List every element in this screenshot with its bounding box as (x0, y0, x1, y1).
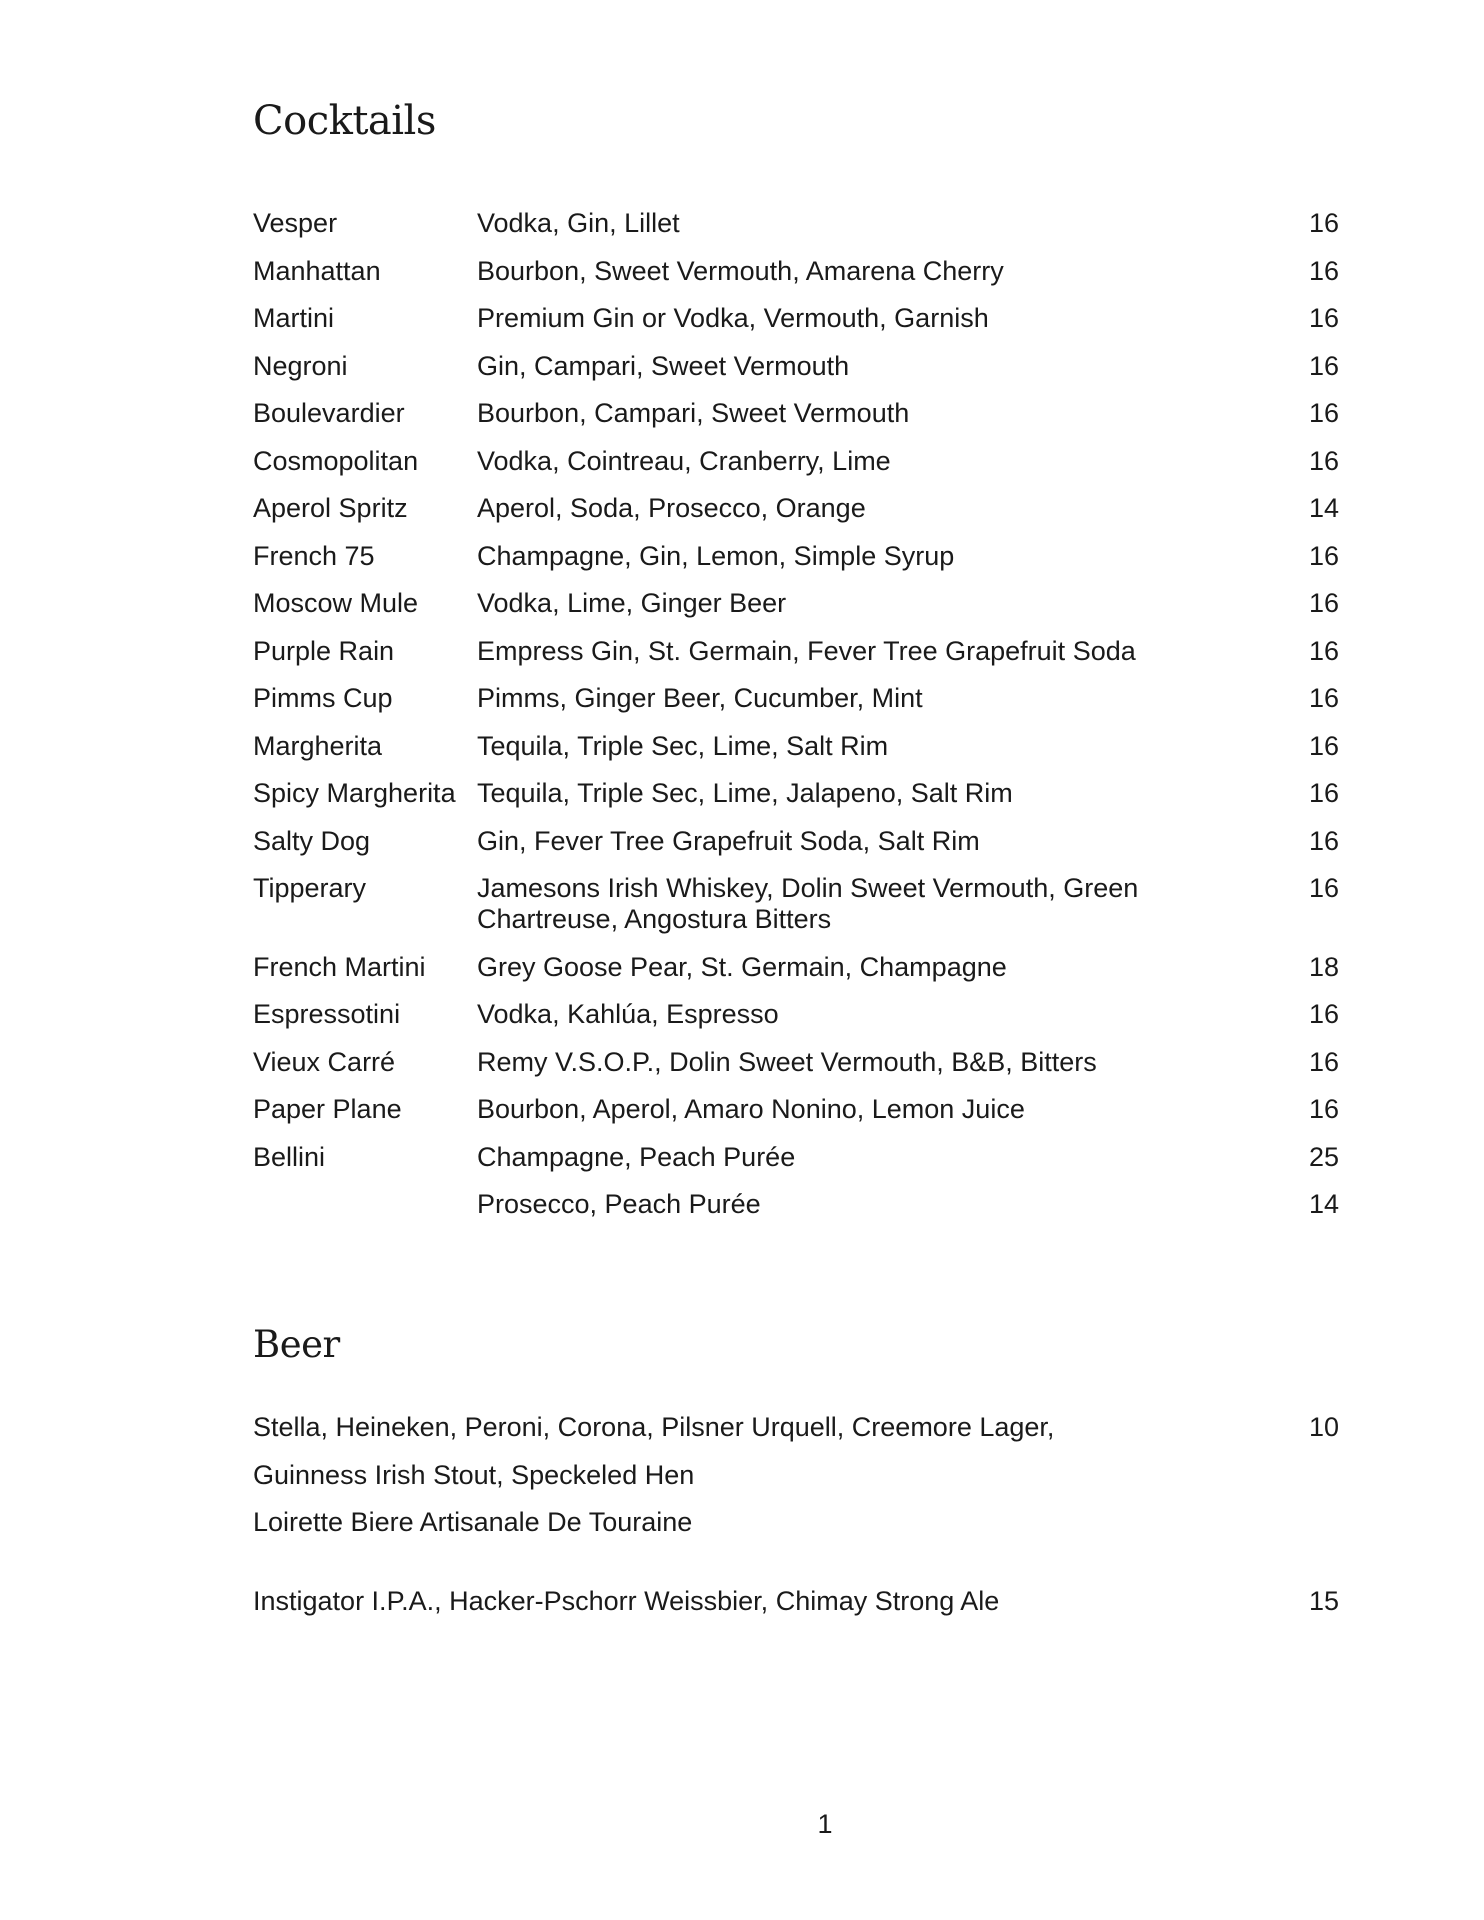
cocktail-item (253, 446, 1339, 477)
cocktail-name: Spicy Margherita (253, 778, 456, 808)
cocktail-item (253, 1047, 1339, 1078)
cocktail-price: 16 (1308, 540, 1339, 571)
cocktail-price: 14 (1308, 493, 1339, 523)
cocktail-price: 25 (1308, 1141, 1339, 1172)
cocktail-price: 16 (1308, 398, 1339, 428)
cocktail-item (253, 398, 1339, 429)
cocktail-price: 14 (1308, 1189, 1339, 1219)
cocktail-name: Margherita (253, 730, 383, 761)
cocktail-price: 16 (1308, 635, 1339, 666)
beer-names: Stella, Heineken, Peroni, Corona, Pilsner Urquell, Creemore Lager, (253, 1412, 1055, 1442)
cocktail-name: Cosmopolitan (253, 445, 419, 476)
cocktail-price: 16 (1308, 350, 1339, 381)
cocktail-price: 16 (1308, 255, 1339, 286)
cocktail-price: 16 (1308, 588, 1339, 618)
cocktail-ingredients: Jamesons Irish Whiskey, Dolin Sweet Vermouth, Green Chartreuse, Angostura Bitters (477, 873, 1139, 934)
beer-line (253, 1460, 1339, 1491)
cocktail-name: Martini (253, 303, 335, 333)
cocktail-item (253, 351, 1339, 382)
cocktail-name: French 75 (253, 540, 375, 571)
cocktail-ingredients: Premium Gin or Vodka, Vermouth, Garnish (477, 303, 989, 333)
cocktail-price: 18 (1308, 951, 1339, 982)
cocktail-price: 16 (1308, 999, 1339, 1029)
cocktail-price: 16 (1308, 445, 1339, 476)
cocktail-ingredients: Vodka, Cointreau, Cranberry, Lime (477, 445, 891, 476)
cocktail-price: 16 (1308, 683, 1339, 713)
cocktail-ingredients: Prosecco, Peach Purée (477, 1189, 761, 1219)
cocktail-ingredients: Tequila, Triple Sec, Lime, Jalapeno, Salt Rim (477, 778, 1013, 808)
cocktail-item (253, 731, 1339, 762)
cocktail-ingredients: Empress Gin, St. Germain, Fever Tree Grapefruit Soda (477, 635, 1136, 666)
cocktail-name: Tipperary (253, 873, 367, 903)
page-number: 1 (817, 1809, 833, 1839)
cocktail-ingredients: Pimms, Ginger Beer, Cucumber, Mint (477, 683, 923, 713)
cocktail-item (253, 1189, 1339, 1220)
cocktail-item (253, 588, 1339, 619)
cocktail-ingredients: Vodka, Kahlúa, Espresso (477, 999, 779, 1029)
cocktail-price: 16 (1308, 303, 1339, 333)
cocktail-item (253, 493, 1339, 524)
cocktail-name: Vesper (253, 208, 338, 238)
cocktail-price: 16 (1308, 208, 1339, 238)
cocktail-ingredients: Aperol, Soda, Prosecco, Orange (477, 493, 866, 523)
cocktail-name: Boulevardier (253, 398, 405, 428)
cocktail-name: Negroni (253, 350, 348, 381)
beer-price: 10 (1308, 1412, 1339, 1442)
beer-names: Loirette Biere Artisanale De Touraine (253, 1507, 693, 1537)
cocktail-item (253, 683, 1339, 714)
beer-price: 15 (1308, 1586, 1339, 1616)
cocktail-item (253, 208, 1339, 239)
beer-names: Instigator I.P.A., Hacker-Pschorr Weissbier, Chimay Strong Ale (253, 1586, 1000, 1616)
cocktail-ingredients: Bourbon, Sweet Vermouth, Amarena Cherry (477, 255, 1004, 286)
cocktail-name: Paper Plane (253, 1094, 402, 1124)
cocktail-item (253, 256, 1339, 287)
beer-names: Guinness Irish Stout, Speckeled Hen (253, 1459, 695, 1490)
cocktail-name: Salty Dog (253, 825, 371, 856)
cocktail-name: Pimms Cup (253, 683, 393, 713)
cocktails-section-title: Cocktails (253, 98, 436, 144)
beer-list (253, 1412, 1339, 1634)
cocktail-price: 16 (1308, 1046, 1339, 1077)
cocktail-ingredients: Gin, Campari, Sweet Vermouth (477, 350, 850, 381)
beer-section-title: Beer (253, 1323, 340, 1366)
cocktail-name: French Martini (253, 951, 426, 982)
cocktail-name: Espressotini (253, 999, 401, 1029)
cocktail-name: Manhattan (253, 255, 381, 286)
cocktail-price: 16 (1308, 825, 1339, 856)
cocktail-item (253, 873, 1339, 935)
cocktail-item (253, 636, 1339, 667)
cocktail-item (253, 952, 1339, 983)
cocktail-item (253, 999, 1339, 1030)
beer-line (253, 1586, 1339, 1617)
beer-line (253, 1507, 1339, 1538)
cocktail-ingredients: Grey Goose Pear, St. Germain, Champagne (477, 951, 1007, 982)
cocktail-ingredients: Champagne, Gin, Lemon, Simple Syrup (477, 540, 955, 571)
cocktail-item (253, 826, 1339, 857)
cocktail-ingredients: Vodka, Gin, Lillet (477, 208, 680, 238)
cocktail-list (253, 208, 1339, 1237)
cocktail-name: Aperol Spritz (253, 493, 408, 523)
cocktail-item (253, 1094, 1339, 1125)
cocktail-name: Bellini (253, 1141, 326, 1172)
cocktail-item (253, 1142, 1339, 1173)
cocktail-item (253, 303, 1339, 334)
cocktail-ingredients: Champagne, Peach Purée (477, 1141, 796, 1172)
cocktail-ingredients: Remy V.S.O.P., Dolin Sweet Vermouth, B&B, Bitters (477, 1046, 1097, 1077)
cocktail-price: 16 (1308, 730, 1339, 761)
cocktail-ingredients: Bourbon, Campari, Sweet Vermouth (477, 398, 910, 428)
cocktail-ingredients: Gin, Fever Tree Grapefruit Soda, Salt Rim (477, 825, 980, 856)
cocktail-name: Moscow Mule (253, 588, 419, 618)
cocktail-item (253, 778, 1339, 809)
cocktail-price: 16 (1308, 873, 1339, 903)
cocktail-price: 16 (1308, 1094, 1339, 1124)
cocktail-price: 16 (1308, 778, 1339, 808)
cocktail-ingredients: Tequila, Triple Sec, Lime, Salt Rim (477, 730, 889, 761)
cocktail-ingredients: Vodka, Lime, Ginger Beer (477, 588, 787, 618)
cocktail-item (253, 541, 1339, 572)
cocktail-name: Purple Rain (253, 635, 395, 666)
cocktail-ingredients: Bourbon, Aperol, Amaro Nonino, Lemon Juice (477, 1094, 1025, 1124)
beer-line (253, 1412, 1339, 1443)
cocktail-name: Vieux Carré (253, 1046, 396, 1077)
